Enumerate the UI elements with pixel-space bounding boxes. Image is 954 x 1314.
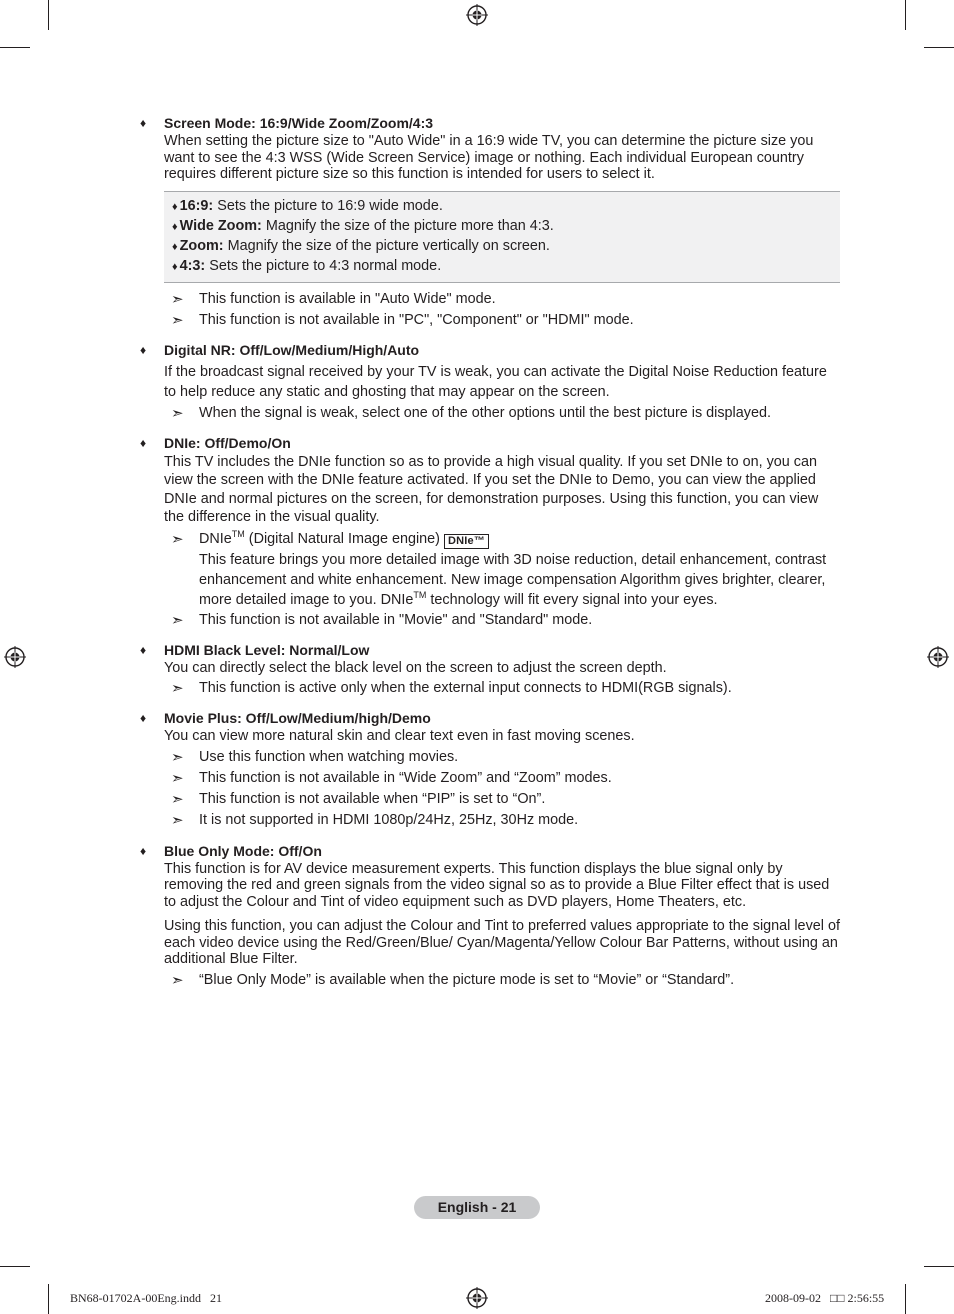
dnie-body-text: technology will fit every signal into your eyes.	[426, 591, 718, 608]
bullet-icon: ♦	[172, 220, 178, 233]
section-title: Screen Mode: 16:9/Wide Zoom/Zoom/4:3	[164, 115, 434, 131]
note-text: This function is available in "Auto Wide" mode.	[199, 290, 496, 307]
notes-list	[164, 403, 840, 424]
dnie-term: DNIe	[199, 530, 232, 547]
option-term: 16:9:	[179, 197, 214, 214]
dnie-note-body	[199, 550, 840, 610]
note-item	[164, 310, 840, 331]
page-number-badge: English - 21	[414, 1196, 540, 1219]
note-arrow-icon: ➣	[171, 769, 184, 787]
note-text: This function is active only when the external input connects to HDMI(RGB signals).	[199, 680, 732, 697]
option-term: Zoom:	[179, 237, 224, 254]
option-item	[172, 217, 832, 237]
note-arrow-icon: ➣	[171, 680, 184, 698]
options-box	[164, 191, 840, 283]
note-item	[164, 768, 840, 789]
registration-mark-icon	[466, 1287, 488, 1309]
bullet-icon: ♦	[140, 711, 147, 726]
registration-mark-icon	[927, 646, 949, 668]
option-item	[172, 237, 832, 257]
note-text: This function is not available in “Wide Zoom” and “Zoom” modes.	[199, 769, 612, 786]
note-item	[164, 529, 840, 610]
note-item	[164, 970, 840, 991]
notes-list	[164, 289, 840, 331]
section-title: HDMI Black Level: Normal/Low	[164, 641, 370, 658]
section-paragraph: You can directly select the black level on the screen to adjust the screen depth.	[164, 659, 667, 676]
note-item	[164, 289, 840, 310]
dnie-logo: DNIe™	[444, 534, 489, 549]
option-text: Sets the picture to 16:9 wide mode.	[213, 197, 443, 214]
bullet-icon: ♦	[172, 240, 178, 253]
bullet-icon: ♦	[140, 342, 147, 357]
section-dnie	[140, 434, 840, 631]
dnie-term-desc: (Digital Natural Image engine)	[244, 530, 440, 547]
section-digital-nr	[140, 341, 840, 424]
note-item	[164, 810, 840, 831]
option-term: Wide Zoom:	[179, 217, 262, 234]
option-term: 4:3:	[179, 257, 206, 274]
notes-list	[164, 678, 840, 699]
crop-mark	[924, 1266, 954, 1267]
note-text: “Blue Only Mode” is available when the picture mode is set to “Movie” or “Standard”.	[199, 971, 735, 988]
crop-mark	[0, 47, 30, 48]
note-arrow-icon: ➣	[171, 971, 184, 989]
note-text: This function is not available in "PC", "Component" or "HDMI" mode.	[199, 311, 634, 328]
note-arrow-icon: ➣	[171, 790, 184, 808]
note-item	[164, 789, 840, 810]
bullet-icon: ♦	[172, 260, 178, 273]
bullet-icon: ♦	[172, 200, 178, 213]
footer-file-info: BN68-01702A-00Eng.indd 21	[70, 1291, 222, 1305]
option-item	[172, 257, 832, 277]
note-arrow-icon: ➣	[171, 530, 184, 548]
note-item	[164, 747, 840, 768]
option-text: Magnify the size of the picture more than 4:3.	[261, 217, 554, 234]
footer-timestamp: 2008-09-02 □□ 2:56:55	[765, 1291, 885, 1305]
note-arrow-icon: ➣	[171, 311, 184, 329]
note-arrow-icon: ➣	[171, 611, 184, 629]
section-paragraph: You can view more natural skin and clear text even in fast moving scenes.	[164, 728, 635, 745]
note-arrow-icon: ➣	[171, 290, 184, 308]
registration-mark-icon	[466, 4, 488, 26]
section-paragraph: This TV includes the DNIe function so as to provide a high visual quality. If you set DNIe to on, you can view the screen with the DNIe feature activated. If you set the DNIe to Demo, you can view the applied DNIe and normal pictures on the screen, for demonstration purposes. Using this function, you can view the difference in the visual quality.	[164, 453, 819, 526]
crop-mark	[924, 47, 954, 48]
trademark: TM	[413, 589, 427, 600]
option-text: Sets the picture to 4:3 normal mode.	[205, 257, 442, 274]
bullet-icon: ♦	[140, 116, 147, 130]
dnie-body-text: This feature brings you more detailed image with 3D noise reduction, detail enhancement, contrast enhancement and white enhancement. New image compensation Algorithm gives brighter, clearer, more detailed image to you. DNIe	[199, 551, 827, 608]
section-title: DNIe: Off/Demo/On	[164, 434, 291, 451]
notes-list	[164, 529, 840, 631]
notes-list	[164, 747, 840, 831]
bullet-icon: ♦	[140, 843, 147, 858]
section-screen-mode	[140, 114, 840, 331]
bullet-icon: ♦	[140, 642, 147, 657]
note-item	[164, 610, 840, 631]
section-title: Movie Plus: Off/Low/Medium/high/Demo	[164, 710, 431, 727]
section-paragraph: This function is for AV device measurement experts. This function displays the blue signal only by removing the red and green signals from the video signal so as to provide a Blue Filter effect that is used to adjust the Colour and Tint of video equipment such as DVD players, Home Theaters, etc.	[164, 860, 830, 910]
notes-list	[164, 970, 840, 991]
crop-mark	[0, 1266, 30, 1267]
section-paragraph: If the broadcast signal received by your TV is weak, you can activate the Digital Noise Reduction feature to help reduce any static and ghosting that may appear on the screen.	[164, 363, 827, 400]
section-blue-only-mode	[140, 842, 840, 991]
crop-mark	[48, 1284, 49, 1314]
note-item	[164, 403, 840, 424]
note-arrow-icon: ➣	[171, 404, 184, 422]
section-title: Digital NR: Off/Low/Medium/High/Auto	[164, 341, 420, 358]
note-text: This function is not available when “PIP” is set to “On”.	[199, 790, 546, 807]
section-movie-plus	[140, 709, 840, 831]
crop-mark	[905, 0, 906, 30]
trademark: TM	[231, 528, 245, 539]
section-paragraph: Using this function, you can adjust the Colour and Tint to preferred values appropriate to the signal level of each video device using the Red/Green/Blue/ Cyan/Magenta/Yellow Colour Bar Patterns, without using an additional Blue Filter.	[164, 918, 840, 968]
option-text: Magnify the size of the picture vertically on screen.	[223, 237, 550, 254]
note-text: When the signal is weak, select one of the other options until the best picture is displayed.	[199, 404, 771, 421]
section-title: Blue Only Mode: Off/On	[164, 842, 322, 859]
page-content	[140, 114, 840, 1003]
option-item	[172, 197, 832, 217]
section-paragraph: When setting the picture size to "Auto Wide" in a 16:9 wide TV, you can determine the picture size you want to see the 4:3 WSS (Wide Screen Service) image or nothing. Each individual European country requires different picture size so this function is intended for users to select it.	[164, 133, 814, 182]
note-arrow-icon: ➣	[171, 748, 184, 766]
crop-mark	[905, 1284, 906, 1314]
note-item	[164, 678, 840, 699]
bullet-icon: ♦	[140, 435, 147, 450]
crop-mark	[48, 0, 49, 30]
note-text: This function is not available in "Movie" and "Standard" mode.	[199, 611, 593, 628]
note-text: Use this function when watching movies.	[199, 748, 459, 765]
note-arrow-icon: ➣	[171, 811, 184, 829]
dnie-note-heading	[199, 529, 840, 550]
section-hdmi-black-level	[140, 641, 840, 700]
registration-mark-icon	[4, 646, 26, 668]
note-text: It is not supported in HDMI 1080p/24Hz, 25Hz, 30Hz mode.	[199, 811, 579, 828]
